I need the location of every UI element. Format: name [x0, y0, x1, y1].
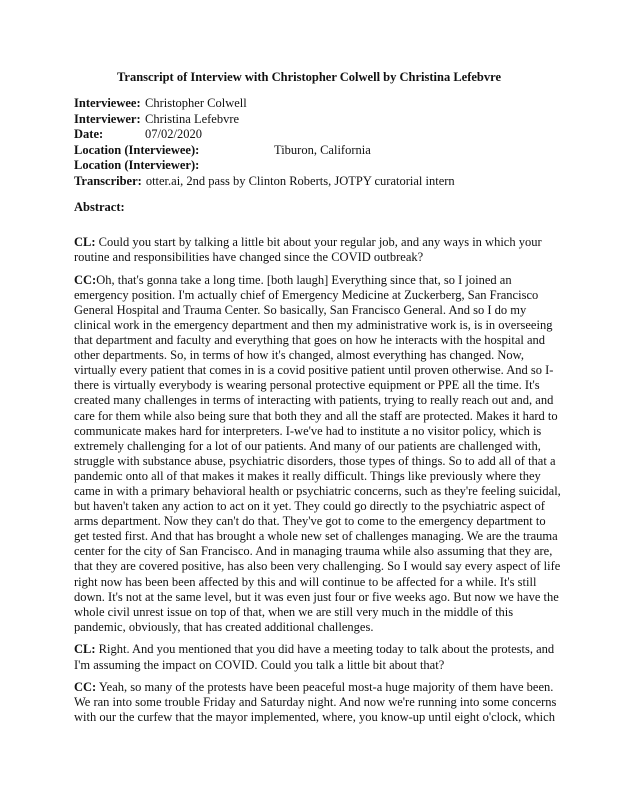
meta-location-interviewer — [74, 158, 455, 174]
meta-transcriber — [74, 174, 455, 190]
document-title: Transcript of Interview with Christopher Colwell by Christina Lefebvre — [116, 70, 501, 84]
meta-label: Transcriber: — [74, 173, 142, 188]
transcript-line — [74, 695, 557, 710]
line-text: that department and faculty and everything that goes on how he interacts with the hospital and — [74, 333, 546, 348]
line-text: Oh, that's gonna take a long time. [both laugh] Everything since that, so I joined an — [96, 272, 512, 287]
line-text: get tested first. And that has brought a whole new set of challenges managing. We are the trauma — [74, 529, 558, 544]
line-text: We ran into some trouble Friday and Saturday night. And now we're running into some concerns — [74, 695, 557, 710]
line-text: came in with a primary behavioral health or psychiatric concerns, such as they're feeling suicidal, — [74, 484, 561, 498]
transcript-line — [74, 605, 552, 620]
transcript-paragraph — [74, 680, 557, 725]
transcript-paragraph — [74, 642, 555, 672]
transcript-line — [74, 453, 556, 469]
meta-value: Tiburon, California — [274, 142, 371, 157]
meta-interviewer — [74, 112, 455, 128]
transcript-paragraph — [74, 235, 552, 265]
line-text: Right. And you mentioned that you did have a meeting today to talk about the protests, and — [95, 642, 555, 657]
transcript-line — [74, 469, 552, 484]
transcript-line — [74, 680, 552, 695]
meta-value: Christina Lefebvre — [145, 111, 240, 126]
meta-label: Location (Interviewee): — [74, 142, 200, 157]
line-text: right now has been been affected by this and will continue to be affected for a while. It's still — [74, 574, 537, 589]
transcript-paragraph — [74, 272, 561, 635]
transcript-line — [74, 710, 555, 725]
transcript-line — [74, 575, 552, 590]
transcript-line — [74, 318, 552, 333]
meta-value: Christopher Colwell — [145, 96, 247, 110]
line-text: communicate makes hard for interpreters. I-we've had to institute a no visitor policy, which is — [74, 423, 542, 438]
transcript-line — [74, 303, 552, 318]
meta-interviewee — [74, 96, 455, 112]
line-text: created many challenges in terms of interacting with patients, trying to really reach out and, and — [74, 393, 554, 408]
transcript-line — [74, 559, 561, 574]
transcript-line — [74, 393, 552, 408]
transcript-line — [74, 348, 552, 363]
transcript-line — [74, 333, 552, 348]
meta-label: Date: — [74, 127, 104, 141]
line-text: whole civil unrest issue on top of that, when we are still very much in the middle of this — [74, 604, 514, 619]
transcript-line — [74, 250, 552, 265]
transcript-line — [74, 589, 559, 605]
transcript-body — [74, 235, 561, 733]
line-text: other departments. So, in terms of how it's changed, almost everything has changed. Now, — [74, 348, 524, 363]
speaker-label: CC: — [74, 680, 97, 695]
abstract-heading: Abstract: — [74, 200, 125, 214]
transcript-line — [74, 408, 558, 424]
transcript-line — [74, 484, 561, 499]
transcript-line — [74, 499, 552, 514]
line-text: pandemic onto all of that makes it makes it really difficult. Things like previously where they — [74, 468, 541, 483]
speaker-label: CL: — [74, 642, 96, 657]
line-text: struggle with substance abuse, psychiatric disorders, those types of things. So to add all of that a — [74, 453, 556, 468]
line-text: that they are covered positive, has also been very challenging. So I would say every aspect of life — [74, 559, 561, 574]
transcript-line — [74, 363, 552, 378]
transcript-line — [74, 288, 552, 303]
meta-location-interviewee — [74, 143, 455, 159]
meta-value: 07/02/2020 — [145, 127, 202, 141]
transcript-line — [74, 424, 552, 439]
transcript-line — [74, 529, 558, 544]
line-text: virtually every patient that comes in is a covid positive patient until proven otherwise. And so I- — [74, 363, 554, 378]
transcript-line — [74, 544, 552, 559]
line-text: care for them while also being sure that both they and all the staff are protected. Makes it hard to — [74, 408, 558, 423]
line-text: I'm assuming the impact on COVID. Could you talk a little bit about that? — [74, 657, 445, 672]
speaker-label: CL: — [74, 235, 96, 249]
transcript-line — [74, 273, 552, 288]
line-text: there is virtually everybody is wearing personal protective equipment or PPE all the time. It's — [74, 378, 540, 393]
transcript-line — [74, 642, 555, 657]
line-text: Yeah, so many of the protests have been peaceful most-a huge majority of them have been. — [96, 680, 554, 695]
meta-label: Interviewee: — [74, 96, 141, 110]
line-text: emergency position. I'm actually chief of Emergency Medicine at Zuckerberg, San Francisco — [74, 287, 539, 302]
line-text: arms department. Now they can't do that. They've got to come to the emergency department to — [74, 514, 546, 529]
speaker-label: CC: — [74, 272, 97, 287]
transcript-line — [74, 620, 552, 635]
meta-label: Location (Interviewer): — [74, 158, 200, 172]
transcript-line — [74, 439, 552, 454]
transcript-line — [74, 514, 552, 529]
line-text: with our the curfew that the mayor implemented, where, you know-up until eight o'clock, which — [74, 710, 555, 725]
meta-date — [74, 127, 455, 143]
interview-metadata — [74, 96, 455, 189]
line-text: routine and responsibilities have changed since the COVID outbreak? — [74, 250, 424, 265]
transcript-line — [74, 658, 552, 673]
transcript-line — [74, 378, 552, 393]
line-text: pandemic, obviously, that has created additional challenges. — [74, 619, 374, 634]
line-text: Could you start by talking a little bit about your regular job, and any ways in which your — [95, 235, 542, 249]
meta-label: Interviewer: — [74, 111, 141, 126]
line-text: center for the city of San Francisco. And in managing trauma while also assuming that they are, — [74, 544, 553, 559]
transcript-line — [74, 235, 552, 250]
line-text: down. It's not at the same level, but it was even just four or five weeks ago. But now we have the — [74, 589, 559, 604]
line-text: General Hospital and Trauma Center. So basically, San Francisco General. And so I do my — [74, 302, 527, 317]
line-text: clinical work in the emergency department and then my administrative work is, is in overseeing — [74, 317, 553, 332]
line-text: but haven't taken any action to act on it yet. They could go directly to the psychiatric aspect of — [74, 499, 545, 514]
line-text: extremely challenging for a lot of our patients. And many of our patients are challenged with, — [74, 438, 541, 453]
meta-value: otter.ai, 2nd pass by Clinton Roberts, JOTPY curatorial intern — [145, 173, 455, 188]
